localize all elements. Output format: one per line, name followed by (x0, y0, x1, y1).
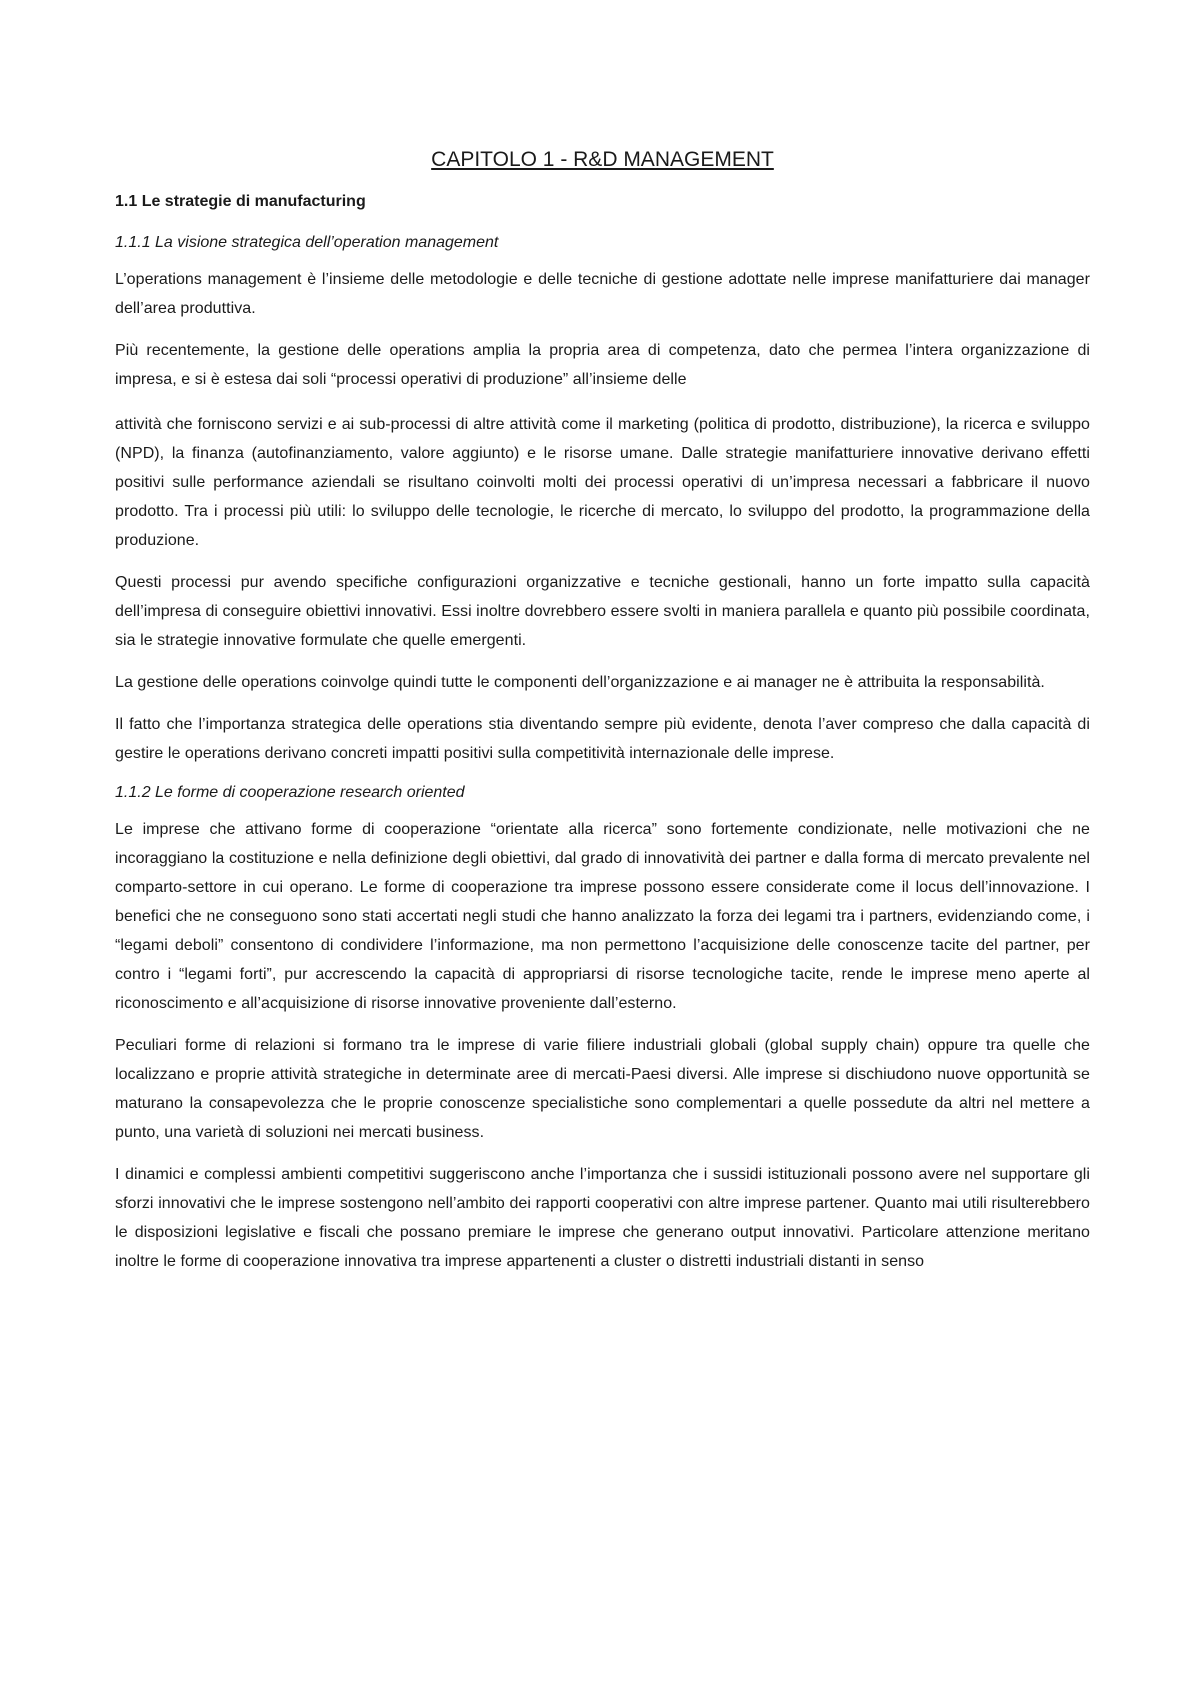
subsection-heading-1-1-1: 1.1.1 La visione strategica dell’operation management (115, 234, 499, 251)
paragraph: I dinamici e complessi ambienti competitivi suggeriscono anche l’importanza che i sussidi istituzionali possono avere nel supportare gli sforzi innovativi che le imprese sostengono nell’ambito dei rapporti cooperativi con altre imprese partener. Quanto mai utili risulterebbero le disposizioni legislative e fiscali che possano premiare le imprese che generano output innovativi. Particolare attenzione meritano inoltre le forme di cooperazione innovativa tra imprese appartenenti a cluster o distretti industriali distanti in senso (115, 1166, 1090, 1270)
paragraph: Più recentemente, la gestione delle operations amplia la propria area di competenza, dato che permea l’intera organizzazione di impresa, e si è estesa dai soli “processi operativi di produzione” all’insieme delle (115, 342, 1090, 388)
paragraph: Peculiari forme di relazioni si formano tra le imprese di varie filiere industriali globali (global supply chain) oppure tra quelle che localizzano e proprie attività strategiche in determinate aree di mercati-Paesi diversi. Alle imprese si dischiudono nuove opportunità se maturano la consapevolezza che le proprie conoscenze specialistiche sono complementari a quelle possedute da altri nel mettere a punto, una varietà di soluzioni nei mercati business. (115, 1037, 1090, 1141)
paragraph: L’operations management è l’insieme delle metodologie e delle tecniche di gestione adottate nelle imprese manifatturiere dai manager dell’area produttiva. (115, 271, 1090, 317)
subsection-heading-1-1-2: 1.1.2 Le forme di cooperazione research oriented (115, 784, 465, 801)
paragraph: attività che forniscono servizi e ai sub-processi di altre attività come il marketing (politica di prodotto, distribuzione), la ricerca e sviluppo (NPD), la finanza (autofinanziamento, valore aggiunto) e le risorse umane. Dalle strategie manifatturiere innovative derivano effetti positivi sulle performance aziendali se risultano coinvolti molti dei processi operativi di un’impresa necessari a fabbricare il nuovo prodotto. Tra i processi più utili: lo sviluppo delle tecnologie, le ricerche di mercato, lo sviluppo del prodotto, la programmazione della produzione. (115, 416, 1090, 549)
paragraph: Le imprese che attivano forme di cooperazione “orientate alla ricerca” sono fortemente condizionate, nelle motivazioni che ne incoraggiano la costituzione e nella definizione degli obiettivi, dal grado di innovatività dei partner e dalla forma di mercato prevalente nel comparto-settore in cui operano. Le forme di cooperazione tra imprese possono essere considerate come il locus dell’innovazione. I benefici che ne conseguono sono stati accertati negli studi che hanno analizzato la forza dei legami tra i partners, evidenziando come, i “legami deboli” consentono di condividere l’informazione, ma non permettono l’acquisizione delle conoscenze tacite del partner, per contro i “legami forti”, pur accrescendo la capacità di appropriarsi di risorse tecnologiche tacite, rende le imprese meno aperte al riconoscimento e all’acquisizione di risorse innovative proveniente dall’esterno. (115, 821, 1090, 1012)
paragraph: La gestione delle operations coinvolge quindi tutte le componenti dell’organizzazione e ai manager ne è attribuita la responsabilità. (115, 674, 1045, 691)
paragraph: Questi processi pur avendo specifiche configurazioni organizzative e tecniche gestionali, hanno un forte impatto sulla capacità dell’impresa di conseguire obiettivi innovativi. Essi inoltre dovrebbero essere svolti in maniera parallela e quanto più possibile coordinata, sia le strategie innovative formulate che quelle emergenti. (115, 574, 1090, 649)
section-heading-1-1: 1.1 Le strategie di manufacturing (115, 193, 366, 210)
chapter-title: CAPITOLO 1 - R&D MANAGEMENT (431, 148, 774, 171)
paragraph: Il fatto che l’importanza strategica delle operations stia diventando sempre più evidente, denota l’aver compreso che dalla capacità di gestire le operations derivano concreti impatti positivi sulla competitività internazionale delle imprese. (115, 716, 1090, 762)
document-body (115, 146, 1090, 1289)
